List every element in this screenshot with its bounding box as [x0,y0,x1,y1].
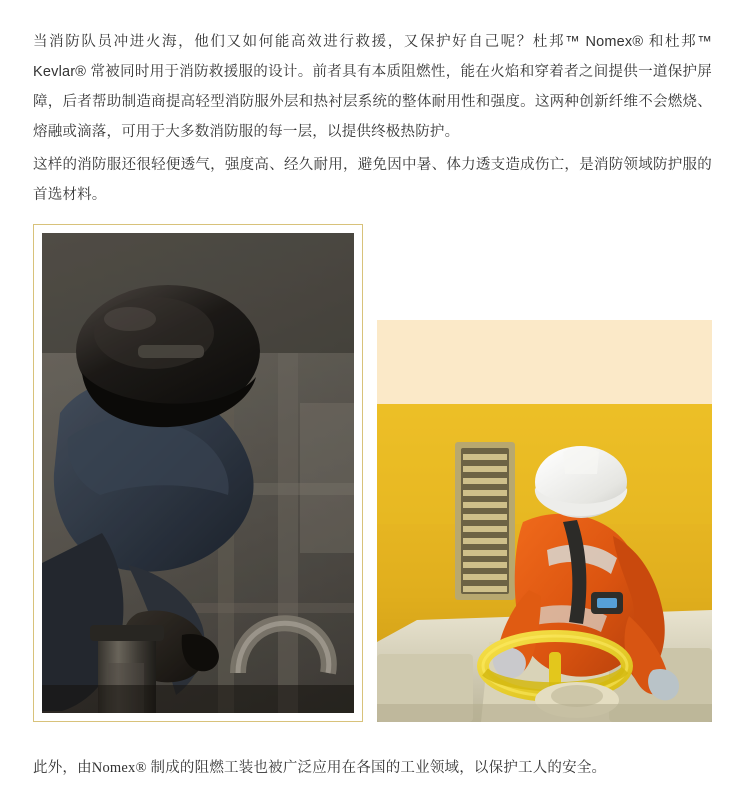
cream-accent-band [377,320,712,404]
closing-paragraph: 此外，由Nomex® 制成的阻燃工装也被广泛应用在各国的工业领域，以保护工人的安全。 [33,759,607,776]
left-photo-frame [33,224,363,722]
figure-group [33,222,712,722]
right-photo-image [377,404,712,722]
left-photo-image [42,233,354,713]
benefits-paragraph: 这样的消防服还很轻便透气，强度高、经久耐用，避免因中暑、体力透支造成伤亡，是消防领域防护服的首选材料。 [33,156,712,203]
intro-paragraph: 当消防队员冲进火海，他们又如何能高效进行救援，又保护好自己呢？杜邦™ Nomex® 和杜邦™ Kevlar® 常被同时用于消防救援服的设计。前者具有本质阻燃性，能在火焰和穿着者之间提供一道保护屏障，后者帮助制造商提高轻型消防服外层和热衬层系统的整体耐用性和强度。这两种创新纤维不会燃烧、熔融或滴落，可用于大多数消防服的每一层，以提供终极热防护。 [33,33,712,140]
right-photo [377,404,712,722]
right-figure-column [377,320,712,722]
left-photo [42,233,354,713]
